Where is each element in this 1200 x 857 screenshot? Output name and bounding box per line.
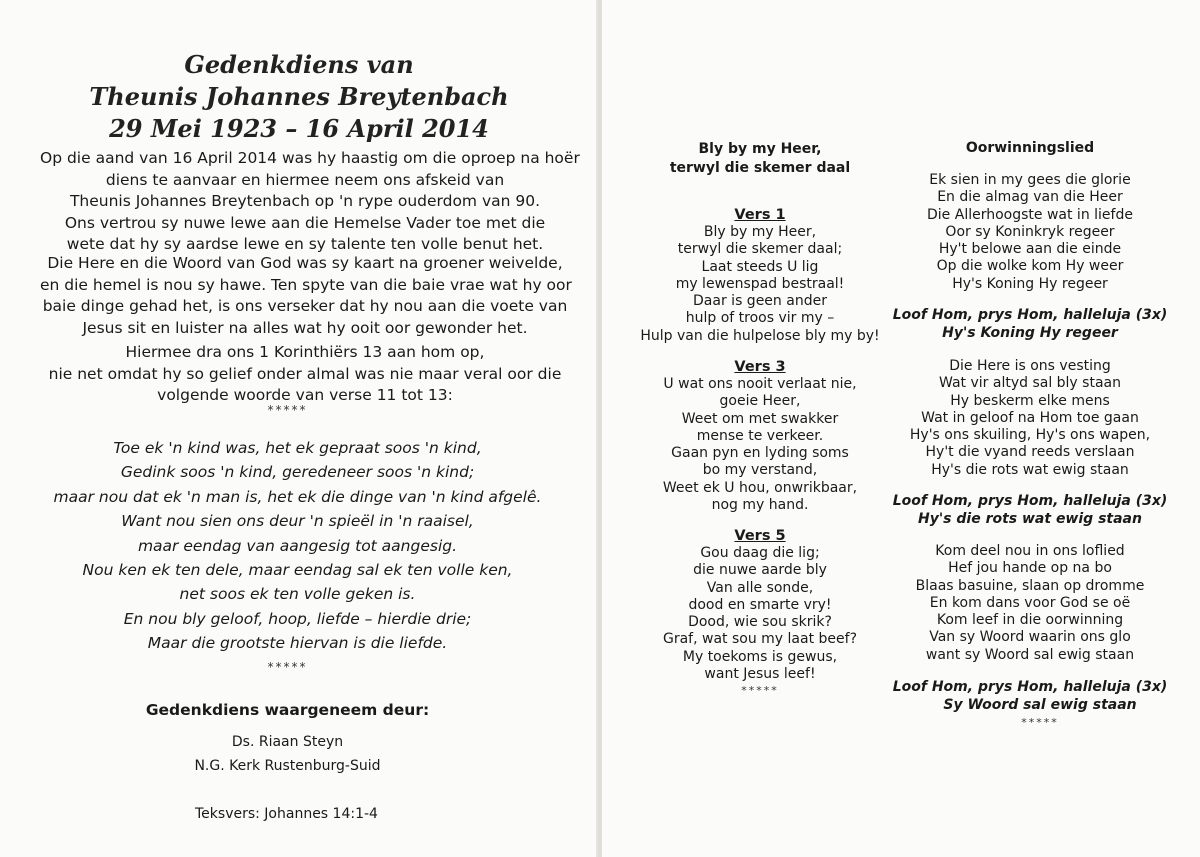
title-deceased-name: Theunis Johannes Breytenbach bbox=[89, 82, 509, 111]
verse-line: Laat steeds U lig bbox=[701, 258, 819, 275]
stanza-line: Hy't belowe aan die einde bbox=[938, 241, 1122, 258]
refrain-line: Loof Hom, prys Hom, halleluja (3x) bbox=[892, 307, 1168, 323]
verse-lines bbox=[635, 224, 885, 345]
hymn-title-line: terwyl die skemer daal bbox=[669, 160, 851, 176]
stanza-line: En kom dans voor God se oë bbox=[929, 594, 1131, 611]
verse-lines bbox=[635, 376, 885, 514]
verse-heading: Vers 3 bbox=[734, 359, 786, 375]
refrain bbox=[885, 307, 1175, 342]
verse-line: Graf, wat sou my laat beef? bbox=[663, 631, 857, 648]
title-life-dates: 29 Mei 1923 – 16 April 2014 bbox=[109, 114, 489, 143]
text-line: volgende woorde van verse 11 tot 13: bbox=[157, 386, 453, 404]
star-divider: ***** bbox=[267, 403, 308, 417]
stanza-line: Wat in geloof na Hom toe gaan bbox=[921, 409, 1139, 426]
scripture-line: net soos ek ten volle geken is. bbox=[179, 585, 416, 604]
verse-line: Gaan pyn en lyding soms bbox=[671, 445, 849, 462]
hymn-title: Oorwinningslied bbox=[965, 140, 1095, 156]
refrain bbox=[885, 493, 1175, 528]
verse-line: dood en smarte vry! bbox=[688, 596, 832, 613]
verse-line: die nuwe aarde bly bbox=[693, 562, 827, 579]
stanza-line: Hy beskerm elke mens bbox=[950, 392, 1110, 409]
stanza-line: Blaas basuine, slaan op dromme bbox=[915, 577, 1145, 594]
stanza-line: Wat vir altyd sal bly staan bbox=[939, 375, 1121, 392]
text-line: en die hemel is nou sy hawe. Ten spyte van die baie vrae wat hy oor bbox=[40, 275, 572, 294]
text-line: wete dat hy sy aardse lewe en sy talente ten volle benut het. bbox=[66, 235, 544, 253]
stanza-line: Hy's Koning Hy regeer bbox=[952, 275, 1108, 292]
verse-line: Weet om met swakker bbox=[681, 410, 839, 427]
refrain-line: Hy's die rots wat ewig staan bbox=[918, 510, 1142, 527]
scripture-line: Maar die grootste hiervan is die liefde. bbox=[147, 634, 448, 653]
text-line: Ons vertrou sy nuwe lewe aan die Hemelse Vader toe met die bbox=[64, 213, 546, 232]
stanza-line: Van sy Woord waarin ons glo bbox=[929, 629, 1131, 646]
officiant-name: Ds. Riaan Steyn bbox=[231, 734, 344, 750]
verse-line: Weet ek U hou, onwrikbaar, bbox=[662, 479, 858, 496]
verse-line: Hulp van die hulpelose bly my by! bbox=[640, 327, 880, 344]
verse-line: Gou daag die lig; bbox=[700, 545, 820, 561]
stanza-line: Op die wolke kom Hy weer bbox=[936, 258, 1124, 275]
stanza-line: Kom deel nou in ons loflied bbox=[935, 543, 1125, 559]
star-divider: ***** bbox=[741, 684, 779, 697]
verse-line: Van alle sonde, bbox=[706, 579, 814, 596]
title-memorial-service: Gedenkdiens van bbox=[184, 50, 414, 79]
text-verse: Teksvers: Johannes 14:1-4 bbox=[195, 806, 378, 822]
scripture-line: Toe ek 'n kind was, het ek gepraat soos 'n kind, bbox=[113, 439, 482, 457]
hymn-title-line: Bly by my Heer, bbox=[698, 141, 822, 157]
stanza-line: Die Here is ons vesting bbox=[949, 358, 1111, 374]
stanza bbox=[885, 358, 1175, 479]
stanza-line: Hy's die rots wat ewig staan bbox=[931, 461, 1129, 478]
verse-line: goeie Heer, bbox=[719, 393, 801, 410]
officiant-label: Gedenkdiens waargeneem deur: bbox=[145, 701, 430, 719]
verse-line: Dood, wie sou skrik? bbox=[688, 614, 832, 631]
stanza-line: En die almag van die Heer bbox=[937, 189, 1123, 206]
verse-lines bbox=[635, 545, 885, 683]
verse-line: want Jesus leef! bbox=[704, 666, 816, 683]
dedication-paragraph bbox=[40, 342, 570, 407]
hymn-title bbox=[635, 140, 885, 178]
stanza bbox=[885, 543, 1175, 664]
stanza-line: Hef jou hande op na bo bbox=[948, 560, 1112, 577]
verse-line: mense te verkeer. bbox=[696, 427, 824, 444]
scripture-line: Nou ken ek ten dele, maar eendag sal ek ten volle ken, bbox=[82, 560, 513, 579]
refrain-line: Sy Woord sal ewig staan bbox=[943, 696, 1137, 713]
hymn-oorwinningslied bbox=[885, 135, 1175, 735]
stanza-line: Ek sien in my gees die glorie bbox=[929, 172, 1131, 188]
verse-line: nog my hand. bbox=[711, 497, 809, 514]
text-line: Op die aand van 16 April 2014 was hy haastig om die oproep na hoër bbox=[40, 149, 580, 167]
scripture-passage bbox=[30, 436, 565, 656]
text-line: Hiermee dra ons 1 Korinthiërs 13 aan hom op, bbox=[125, 343, 485, 361]
verse-line: U wat ons nooit verlaat nie, bbox=[663, 376, 857, 392]
text-line: Jesus sit en luister na alles wat hy ooit oor gewonder het. bbox=[82, 318, 528, 337]
verse-heading: Vers 5 bbox=[734, 528, 786, 544]
verse-heading: Vers 1 bbox=[734, 207, 786, 223]
star-divider: ***** bbox=[267, 660, 308, 674]
text-line: nie net omdat hy so gelief onder almal was nie maar veral oor die bbox=[48, 364, 562, 383]
stanza-line: Hy's ons skuiling, Hy's ons wapen, bbox=[909, 427, 1151, 444]
scripture-line: maar eendag van aangesig tot aangesig. bbox=[137, 536, 458, 555]
text-line: baie dinge gehad het, is ons verseker dat hy nou aan die voete van bbox=[42, 297, 568, 315]
stanza-line: Hy't die vyand reeds verslaan bbox=[925, 444, 1135, 461]
verse-line: my lewenspad bestraal! bbox=[675, 275, 845, 292]
star-divider: ***** bbox=[1021, 716, 1059, 729]
text-line: Die Here en die Woord van God was sy kaart na groener weivelde, bbox=[47, 254, 563, 272]
scripture-line: En nou bly geloof, hoop, liefde – hierdie drie; bbox=[123, 609, 472, 628]
stanza-line: Oor sy Koninkryk regeer bbox=[945, 223, 1115, 240]
officiant-block bbox=[0, 730, 575, 778]
refrain-line: Loof Hom, prys Hom, halleluja (3x) bbox=[892, 493, 1168, 509]
verse-line: My toekoms is gewus, bbox=[682, 648, 838, 665]
refrain-line: Loof Hom, prys Hom, halleluja (3x) bbox=[892, 679, 1168, 695]
refrain-line: Hy's Koning Hy regeer bbox=[942, 324, 1118, 341]
verse-line: Bly by my Heer, bbox=[703, 224, 817, 240]
left-page bbox=[0, 0, 598, 857]
refrain bbox=[885, 679, 1175, 714]
verse-line: hulp of troos vir my – bbox=[685, 310, 835, 327]
verse-line: Daar is geen ander bbox=[693, 293, 827, 310]
text-line: Theunis Johannes Breytenbach op 'n rype ouderdom van 90. bbox=[69, 192, 541, 210]
scripture-line: Gedink soos 'n kind, geredeneer soos 'n kind; bbox=[120, 463, 475, 482]
faith-paragraph bbox=[40, 253, 570, 339]
verse-line: bo my verstand, bbox=[702, 462, 818, 479]
hymn-bly-by-my-heer bbox=[635, 135, 885, 695]
scripture-line: maar nou dat ek 'n man is, het ek die dinge van 'n kind afgelê. bbox=[53, 487, 542, 506]
scripture-line: Want nou sien ons deur 'n spieël in 'n raaisel, bbox=[121, 512, 474, 531]
stanza bbox=[885, 172, 1175, 293]
stanza-line: Kom leef in die oorwinning bbox=[936, 612, 1124, 629]
officiant-church: N.G. Kerk Rustenburg-Suid bbox=[194, 758, 381, 774]
text-line: diens te aanvaar en hiermee neem ons afskeid van bbox=[105, 170, 505, 189]
verse-line: terwyl die skemer daal; bbox=[677, 241, 843, 258]
stanza-line: want sy Woord sal ewig staan bbox=[925, 646, 1135, 663]
stanza-line: Die Allerhoogste wat in liefde bbox=[927, 206, 1133, 223]
farewell-paragraph bbox=[40, 148, 580, 256]
